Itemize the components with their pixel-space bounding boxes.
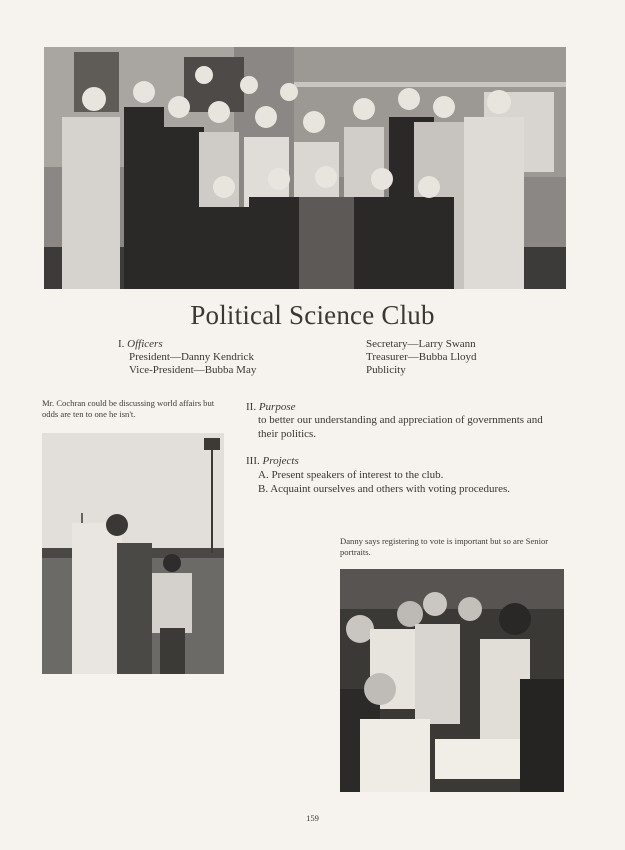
page-number: 159 [306,813,319,823]
officers-heading [118,338,163,352]
project-item-a: A. Present speakers of interest to the club. [258,469,444,481]
officer-publicity: Publicity [366,364,406,376]
purpose-line-1: to better our understanding and appreciation of governments and [258,414,543,426]
officers-numeral: I. [118,338,125,350]
purpose-line-2: their politics. [258,428,317,440]
group-photo [44,47,566,289]
projects-label: Projects [262,455,299,467]
purpose-numeral: II. [246,401,257,413]
caption-cochran: Mr. Cochran could be discussing world affairs but odds are ten to one he isn't. [42,398,215,419]
officer-vice-president: Vice-President—Bubba May [129,364,257,376]
voting-table-photo [340,569,564,792]
officer-secretary: Secretary—Larry Swann [366,338,476,350]
purpose-heading [246,401,296,415]
project-item-b: B. Acquaint ourselves and others with voting procedures. [258,483,511,495]
officer-treasurer: Treasurer—Bubba Lloyd [366,351,477,363]
field-photo [42,433,224,674]
projects-numeral: III. [246,455,260,467]
projects-heading [246,455,299,469]
officers-label: Officers [127,338,163,350]
purpose-label: Purpose [258,401,296,413]
officer-president: President—Danny Kendrick [129,351,254,363]
caption-danny: Danny says registering to vote is important but so are Senior portraits. [340,536,549,557]
page-title: Political Science Club [190,300,435,330]
